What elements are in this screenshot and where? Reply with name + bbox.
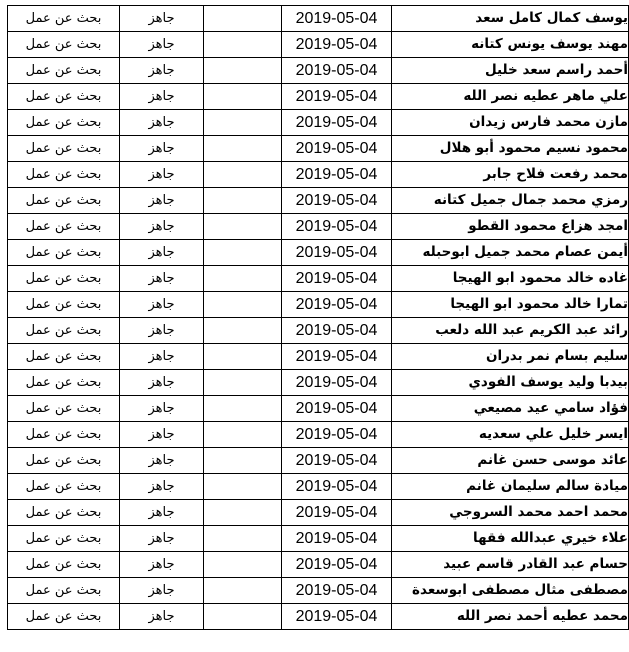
table-row: [8, 292, 629, 318]
notes-cell: [204, 6, 282, 32]
request-type-cell: بحث عن عمل: [8, 422, 120, 448]
request-type-cell: بحث عن عمل: [8, 474, 120, 500]
person-name-cell: سليم بسام نمر بدران: [392, 344, 629, 370]
request-type-cell: بحث عن عمل: [8, 448, 120, 474]
status-cell: جاهز: [120, 526, 204, 552]
status-cell: جاهز: [120, 370, 204, 396]
person-name-cell: أحمد راسم سعد خليل: [392, 58, 629, 84]
person-name-cell: مهند يوسف يونس كتانه: [392, 32, 629, 58]
person-name-cell: عائد موسى حسن غانم: [392, 448, 629, 474]
table-row: [8, 448, 629, 474]
status-cell: جاهز: [120, 396, 204, 422]
date-cell: 2019-05-04: [282, 110, 392, 136]
status-cell: جاهز: [120, 136, 204, 162]
date-cell: 2019-05-04: [282, 240, 392, 266]
person-name-cell: بيدبا وليد يوسف الفودي: [392, 370, 629, 396]
request-type-cell: بحث عن عمل: [8, 396, 120, 422]
status-cell: جاهز: [120, 6, 204, 32]
request-type-cell: بحث عن عمل: [8, 58, 120, 84]
status-cell: جاهز: [120, 84, 204, 110]
table-row: [8, 162, 629, 188]
person-name-cell: علي ماهر عطيه نصر الله: [392, 84, 629, 110]
notes-cell: [204, 266, 282, 292]
notes-cell: [204, 474, 282, 500]
table-row: [8, 318, 629, 344]
date-cell: 2019-05-04: [282, 188, 392, 214]
table-row: [8, 578, 629, 604]
date-cell: 2019-05-04: [282, 474, 392, 500]
request-type-cell: بحث عن عمل: [8, 370, 120, 396]
notes-cell: [204, 292, 282, 318]
status-cell: جاهز: [120, 188, 204, 214]
status-cell: جاهز: [120, 578, 204, 604]
notes-cell: [204, 162, 282, 188]
person-name-cell: مازن محمد فارس زيدان: [392, 110, 629, 136]
table-row: [8, 84, 629, 110]
date-cell: 2019-05-04: [282, 58, 392, 84]
request-type-cell: بحث عن عمل: [8, 318, 120, 344]
status-cell: جاهز: [120, 552, 204, 578]
person-name-cell: رائد عبد الكريم عبد الله دلعب: [392, 318, 629, 344]
date-cell: 2019-05-04: [282, 292, 392, 318]
status-cell: جاهز: [120, 214, 204, 240]
date-cell: 2019-05-04: [282, 500, 392, 526]
status-cell: جاهز: [120, 266, 204, 292]
request-type-cell: بحث عن عمل: [8, 188, 120, 214]
date-cell: 2019-05-04: [282, 396, 392, 422]
table-row: [8, 474, 629, 500]
notes-cell: [204, 500, 282, 526]
person-name-cell: علاء خيري عبدالله فقها: [392, 526, 629, 552]
person-name-cell: محمود نسيم محمود أبو هلال: [392, 136, 629, 162]
status-cell: جاهز: [120, 448, 204, 474]
person-name-cell: أيمن عصام محمد جميل ابوحبله: [392, 240, 629, 266]
request-type-cell: بحث عن عمل: [8, 214, 120, 240]
request-type-cell: بحث عن عمل: [8, 110, 120, 136]
table-row: [8, 370, 629, 396]
status-cell: جاهز: [120, 240, 204, 266]
status-cell: جاهز: [120, 58, 204, 84]
table-row: [8, 6, 629, 32]
notes-cell: [204, 188, 282, 214]
request-type-cell: بحث عن عمل: [8, 604, 120, 630]
table-row: [8, 58, 629, 84]
person-name-cell: محمد احمد محمد السروجي: [392, 500, 629, 526]
status-cell: جاهز: [120, 604, 204, 630]
request-type-cell: بحث عن عمل: [8, 84, 120, 110]
status-cell: جاهز: [120, 500, 204, 526]
table-row: [8, 266, 629, 292]
request-type-cell: بحث عن عمل: [8, 240, 120, 266]
notes-cell: [204, 84, 282, 110]
notes-cell: [204, 58, 282, 84]
table-row: [8, 32, 629, 58]
status-cell: جاهز: [120, 474, 204, 500]
notes-cell: [204, 32, 282, 58]
request-type-cell: بحث عن عمل: [8, 292, 120, 318]
notes-cell: [204, 578, 282, 604]
status-cell: جاهز: [120, 344, 204, 370]
person-name-cell: مصطفى مثال مصطفى ابوسعدة: [392, 578, 629, 604]
date-cell: 2019-05-04: [282, 552, 392, 578]
person-name-cell: محمد عطيه أحمد نصر الله: [392, 604, 629, 630]
notes-cell: [204, 604, 282, 630]
request-type-cell: بحث عن عمل: [8, 32, 120, 58]
date-cell: 2019-05-04: [282, 136, 392, 162]
records-table-body: [8, 6, 629, 630]
request-type-cell: بحث عن عمل: [8, 526, 120, 552]
table-row: [8, 344, 629, 370]
records-table: [7, 5, 629, 630]
table-row: [8, 552, 629, 578]
status-cell: جاهز: [120, 318, 204, 344]
table-row: [8, 526, 629, 552]
table-row: [8, 136, 629, 162]
request-type-cell: بحث عن عمل: [8, 136, 120, 162]
notes-cell: [204, 422, 282, 448]
status-cell: جاهز: [120, 422, 204, 448]
table-row: [8, 214, 629, 240]
table-row: [8, 240, 629, 266]
notes-cell: [204, 396, 282, 422]
request-type-cell: بحث عن عمل: [8, 552, 120, 578]
notes-cell: [204, 552, 282, 578]
date-cell: 2019-05-04: [282, 604, 392, 630]
date-cell: 2019-05-04: [282, 370, 392, 396]
person-name-cell: غاده خالد محمود ابو الهيجا: [392, 266, 629, 292]
notes-cell: [204, 526, 282, 552]
person-name-cell: ميادة سالم سليمان غانم: [392, 474, 629, 500]
table-row: [8, 604, 629, 630]
table-row: [8, 110, 629, 136]
date-cell: 2019-05-04: [282, 266, 392, 292]
person-name-cell: ايسر خليل علي سعديه: [392, 422, 629, 448]
request-type-cell: بحث عن عمل: [8, 344, 120, 370]
notes-cell: [204, 214, 282, 240]
date-cell: 2019-05-04: [282, 32, 392, 58]
notes-cell: [204, 318, 282, 344]
document-page: [7, 5, 628, 630]
table-row: [8, 422, 629, 448]
table-row: [8, 396, 629, 422]
date-cell: 2019-05-04: [282, 422, 392, 448]
date-cell: 2019-05-04: [282, 214, 392, 240]
date-cell: 2019-05-04: [282, 448, 392, 474]
date-cell: 2019-05-04: [282, 526, 392, 552]
status-cell: جاهز: [120, 32, 204, 58]
person-name-cell: امجد هزاع محمود القطو: [392, 214, 629, 240]
status-cell: جاهز: [120, 292, 204, 318]
date-cell: 2019-05-04: [282, 344, 392, 370]
person-name-cell: محمد رفعت فلاح جابر: [392, 162, 629, 188]
request-type-cell: بحث عن عمل: [8, 578, 120, 604]
date-cell: 2019-05-04: [282, 6, 392, 32]
notes-cell: [204, 136, 282, 162]
request-type-cell: بحث عن عمل: [8, 500, 120, 526]
date-cell: 2019-05-04: [282, 84, 392, 110]
request-type-cell: بحث عن عمل: [8, 162, 120, 188]
table-row: [8, 188, 629, 214]
person-name-cell: تمارا خالد محمود ابو الهيجا: [392, 292, 629, 318]
person-name-cell: رمزي محمد جمال جميل كتانه: [392, 188, 629, 214]
status-cell: جاهز: [120, 162, 204, 188]
notes-cell: [204, 240, 282, 266]
date-cell: 2019-05-04: [282, 578, 392, 604]
notes-cell: [204, 344, 282, 370]
status-cell: جاهز: [120, 110, 204, 136]
person-name-cell: يوسف كمال كامل سعد: [392, 6, 629, 32]
date-cell: 2019-05-04: [282, 162, 392, 188]
notes-cell: [204, 110, 282, 136]
person-name-cell: حسام عبد القادر قاسم عبيد: [392, 552, 629, 578]
date-cell: 2019-05-04: [282, 318, 392, 344]
notes-cell: [204, 448, 282, 474]
request-type-cell: بحث عن عمل: [8, 266, 120, 292]
person-name-cell: فؤاد سامي عيد مصيعي: [392, 396, 629, 422]
table-row: [8, 500, 629, 526]
request-type-cell: بحث عن عمل: [8, 6, 120, 32]
notes-cell: [204, 370, 282, 396]
